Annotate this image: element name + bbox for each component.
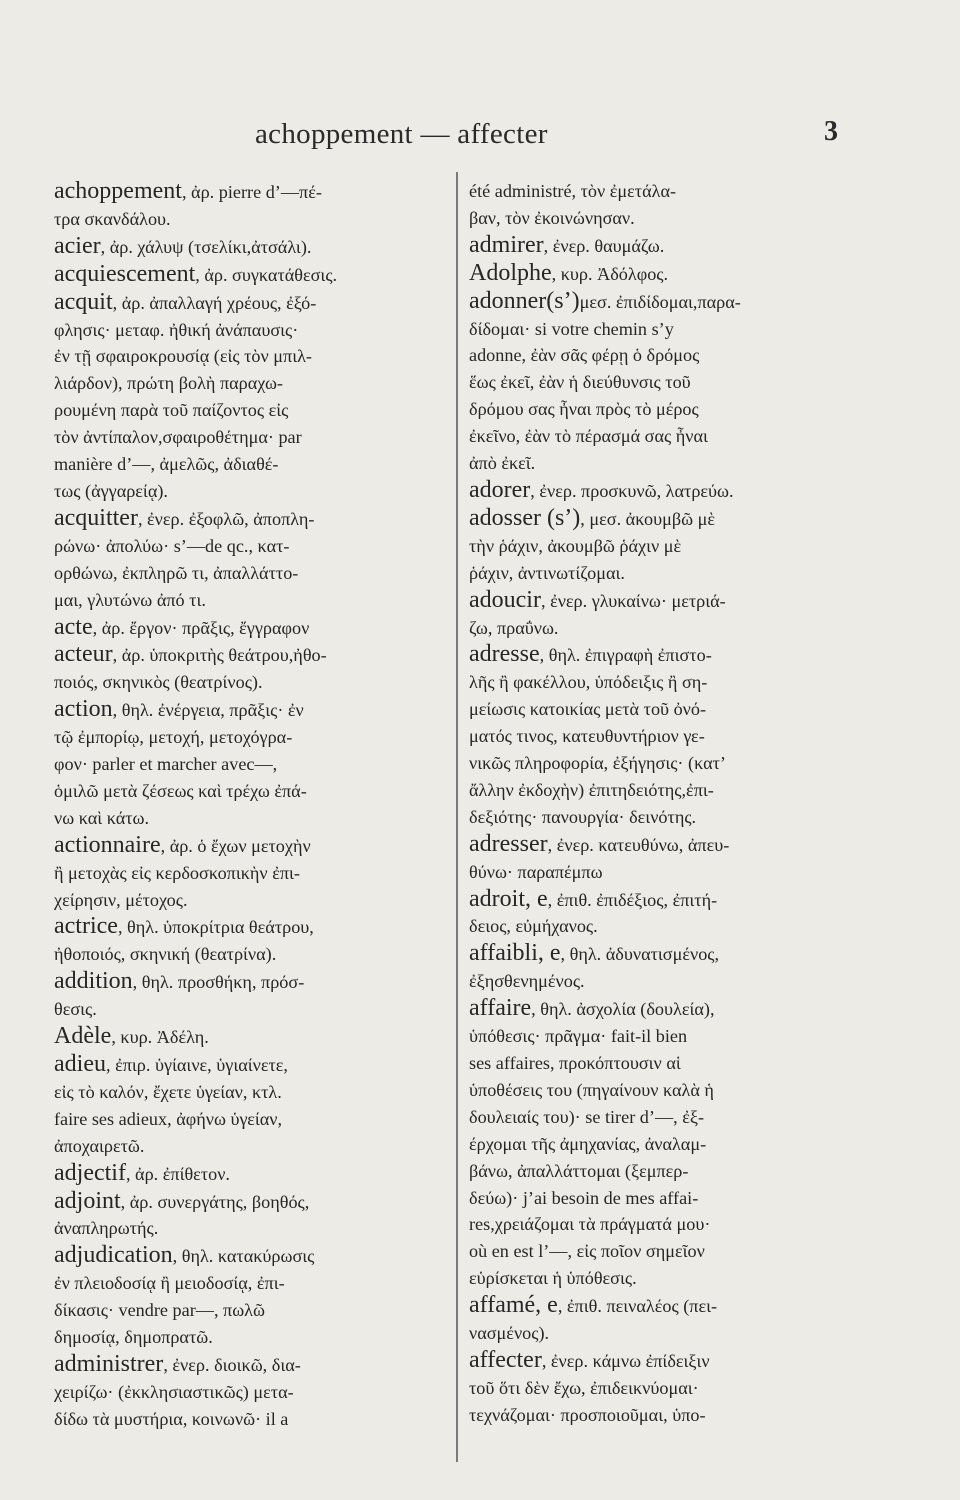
entry-line [54,641,450,669]
entry-line [469,1402,861,1429]
entry-text: χείρησιν, μέτοχος. [54,889,188,910]
entry-text: δεύω)· j’ai besoin de mes affai- [469,1187,699,1208]
entry-line [469,777,861,804]
entry-line [54,941,450,968]
entry-text: δειος, εὐμήχανος. [469,916,598,937]
headword: adresse [469,641,540,668]
entry-text: ὑποθέσεις του (πηγαίνουν καλὰ ἡ [469,1079,714,1100]
entry-text: ορθώνω, ἐκπληρῶ τι, ἀπαλλάττο- [54,562,299,583]
entry-text: , ἐπιρ. ὑγίαινε, ὑγιαίνετε, [105,1055,288,1075]
entry-line [54,424,450,451]
headword: Adèle [54,1023,112,1050]
entry-line [469,288,861,316]
entry-text: ὁμιλῶ μετὰ ζέσεως καὶ τρέχω ἐπά- [54,780,307,801]
entry-text: ρώνω· ἀπολύω· s’—de qc., κατ- [54,535,290,556]
entry-line [54,370,450,397]
entry-line [54,778,450,805]
entry-text: δίκασις· vendre par—, πωλῶ [54,1300,265,1321]
entry-line [54,805,450,832]
entry-text: λιάρδον), πρώτη βολὴ παραχω- [54,373,283,394]
entry-line [469,1185,861,1212]
entry-line [469,940,861,968]
headword: adosser (s’) [469,504,581,531]
entry-line [54,317,450,344]
headword: acquitter [54,504,138,531]
entry-text: ἀπὸ ἐκεῖ. [469,453,536,474]
entry-line [469,1211,861,1238]
entry-line [469,859,861,886]
entry-text: θεσις. [54,999,97,1020]
entry-text: ἀναπληρωτής. [54,1218,159,1239]
entry-line [54,1106,450,1133]
entry-text: , θηλ. ἐνέργεια, πρᾶξις· ἐν [112,700,304,721]
entry-text: ζω, πραΰνω. [469,617,559,638]
entry-line [54,996,450,1023]
headword: administrer [54,1350,164,1377]
headword: adjectif [54,1159,126,1186]
entry-text: βάνω, ἀπαλλάττομαι (ξεμπερ- [469,1160,689,1181]
entry-text: νικῶς πληροφορία, ἐξήγησις· (κατ’ [469,753,726,774]
entry-text: ματός τινος, κατευθυντήριον γε- [469,726,705,747]
entry-text: , θηλ. ἀδυνατισμένος, [560,944,720,965]
entry-line [469,831,861,859]
entry-text: , θηλ. ὑποκρίτρια θεάτρου, [117,917,314,938]
entry-line [469,1023,861,1050]
entry-text: , ἀρ. συνεργάτης, βοηθός, [120,1191,310,1212]
entry-text: φον· parler et marcher avec—, [54,754,278,775]
entry-line [469,1104,861,1131]
entry-line [469,1375,861,1402]
entry-line [54,751,450,778]
entry-text: δίδω τὰ μυστήρια, κοινωνῶ· il a [54,1408,289,1429]
headword: adresser [469,830,548,857]
entry-line [54,913,450,941]
entry-line [54,1351,450,1379]
entry-text: εἰς τὸ καλόν, ἔχετε ὑγείαν, κτλ. [54,1081,282,1102]
headword: actionnaire [54,831,161,858]
entry-line [469,1347,861,1375]
headword: acteur [54,641,113,668]
headword: acte [54,613,93,640]
headword: adjoint [54,1187,121,1214]
entry-line [469,615,861,642]
entry-line [54,887,450,914]
entry-line [54,968,450,996]
entry-text: manière d’—, ἀμελῶς, ἀδιαθέ- [54,454,279,475]
entry-text: τεχνάζομαι· προσποιοῦμαι, ὑπο- [469,1404,706,1425]
entry-line [469,641,861,669]
headword: Adolphe [469,259,552,286]
entry-text: , μεσ. ἀκουμβῶ μὲ [580,508,715,529]
headword: adonner(s’) [469,287,580,314]
entry-text: ἄλλην ἐκδοχὴν) ἐπιτηδειότης,ἐπι- [469,779,714,800]
entry-line [54,397,450,424]
entry-line [469,669,861,696]
entry-line [469,316,861,343]
entry-text: été administré, τὸν ἐμετάλα- [469,181,677,201]
headword: adroit, e [469,885,548,912]
entry-line [469,423,861,450]
entry-line [54,206,450,233]
entry-line [54,669,450,696]
entry-line [469,804,861,831]
entry-text: μαι, γλυτώνω ἀπό τι. [54,589,206,610]
entry-line [54,289,450,317]
entry-line [469,1292,861,1320]
entry-text: λῆς ἢ φακέλλου, ὑπόδειξις ἢ ση- [469,672,708,693]
entry-text: , ἐνερ. κάμνω ἐπίδειξιν [541,1350,710,1371]
entry-line [54,1379,450,1406]
entry-text: res,χρειάζομαι τὰ πράγματά μου· [469,1214,711,1235]
headword: affaire [469,995,532,1022]
entry-text: , ἀρ. pierre d’—πέ- [181,182,322,202]
entry-text: faire ses adieux, ἀφήνω ὑγείαν, [54,1108,283,1129]
entry-text: φλησις· μεταφ. ἠθική ἀνάπαυσις· [54,319,299,340]
entry-line [54,1215,450,1242]
entry-text: τρα σκανδάλου. [54,208,171,229]
entry-text: ὑπόθεσις· πρᾶγμα· fait-il bien [469,1026,688,1047]
entry-text: μείωσις κατοικίας μετὰ τοῦ ὀνό- [469,699,707,720]
entry-line [54,233,450,261]
entry-text: ἀποχαιρετῶ. [54,1135,145,1156]
headword: affaibli, e [469,940,561,967]
entry-line [54,1160,450,1188]
entry-line [469,1077,861,1104]
entry-line [54,860,450,887]
entry-line [54,696,450,724]
headword: actrice [54,913,118,940]
entry-line [469,178,861,205]
headword: addition [54,968,133,995]
entry-line [469,450,861,477]
entry-line [54,261,450,289]
entry-text: τως (ἀγγαρείᾳ). [54,480,168,501]
entry-text: δρόμου σας ἦναι πρὸς τὸ μέρος [469,399,699,420]
entry-text: ἕως ἐκεῖ, ἐὰν ἡ διεύθυνσις τοῦ [469,372,691,393]
running-head: achoppement — affecter [255,118,548,150]
entry-text: δεξιότης· πανουργία· δεινότης. [469,806,697,827]
entry-line [54,1079,450,1106]
entry-text: έρχομαι τῆς ἀμηχανίας, ἀναλαμ- [469,1133,707,1154]
entry-line [469,477,861,505]
entry-line [54,533,450,560]
entry-line [54,724,450,751]
entry-text: δημοσίᾳ, δημοπρατῶ. [54,1327,213,1348]
entry-line [54,1023,450,1051]
entry-line [469,1050,861,1077]
entry-text: ses affaires, προκόπτουσιν αἱ [469,1053,681,1073]
entry-line [469,1158,861,1185]
headword: affamé, e [469,1292,558,1319]
entry-text: , ἀρ. ἐπίθετον. [125,1163,230,1184]
entry-line [54,178,450,206]
entry-text: où en est l’—, εἰς ποῖον σημεῖον [469,1241,705,1262]
entry-text: , ἀρ. ἔργον· πρᾶξις, ἔγγραφον [92,617,310,638]
entry-text: δίδομαι· si votre chemin s’y [469,318,674,339]
headword: affecter [469,1346,542,1373]
entry-line [469,1238,861,1265]
headword: acquiescement [54,260,196,287]
entry-text: ῥάχιν, ἀντινωτίζομαι. [469,562,625,583]
entry-text: , ἐνερ. κατευθύνω, ἀπευ- [547,834,730,855]
entry-line [469,342,861,369]
entry-text: , ἐνερ. γλυκαίνω· μετριά- [540,590,726,611]
entry-text: , ἐνερ. διοικῶ, δια- [163,1354,301,1375]
entry-text: , ἐνερ. προσκυνῶ, λατρεύω. [530,480,734,501]
page-number: 3 [824,116,838,147]
headword: adieu [54,1051,106,1077]
entry-line [54,1297,450,1324]
right-column [469,178,861,1468]
entry-text: τὸν ἀντίπαλον,σφαιροθέτημα· par [54,427,302,448]
entry-line [469,886,861,914]
entry-line [54,1051,450,1079]
entry-line [469,396,861,423]
entry-text: νω καὶ κάτω. [54,807,150,828]
entry-line [469,232,861,260]
entry-text: , ἀρ. ὑποκριτὴς θεάτρου,ἠθο- [112,645,327,666]
entry-line [54,1242,450,1270]
entry-text: , ἐπιθ. πειναλέος (πει- [557,1296,718,1317]
entry-line [469,560,861,587]
entry-text: ἐκεῖνο, ἐὰν τὸ πέρασμά σας ἦναι [469,426,708,447]
entry-line [469,968,861,995]
headword: achoppement [54,178,182,204]
entry-text: , ἀρ. ἀπαλλαγή χρέους, ἐξό- [112,292,317,313]
entry-line [54,451,450,478]
entry-text: , ἐνερ. θαυμάζω. [543,235,665,256]
entry-text: θύνω· παραπέμπω [469,861,603,882]
headword: admirer [469,231,544,258]
entry-text: εὑρίσκεται ἡ ὑπόθεσις. [469,1268,637,1289]
entry-text: , ἀρ. ὁ ἔχων μετοχὴν [160,835,311,856]
entry-line [54,832,450,860]
entry-text: , θηλ. ἐπιγραφὴ ἐπιστο- [539,645,712,666]
entry-text: , θηλ. κατακύρωσις [172,1246,315,1267]
entry-line [54,478,450,505]
entry-text: , θηλ. ἀσχολία (δουλεία), [531,999,715,1020]
headword: acier [54,232,101,259]
entry-text: βαν, τὸν ἐκοινώνησαν. [469,207,635,228]
headword: adorer [469,476,531,503]
entry-line [469,205,861,232]
entry-text: νασμένος). [469,1323,550,1344]
entry-line [54,343,450,370]
entry-line [469,750,861,777]
entry-line [469,723,861,750]
headword: acquit [54,288,113,315]
entry-text: τοῦ ὅτι δὲν ἔχω, ἐπιδεικνύομαι· [469,1377,699,1398]
entry-text: , θηλ. προσθήκη, πρόσ- [132,972,305,993]
entry-text: τῷ ἐμπορίῳ, μετοχή, μετοχόγρα- [54,727,293,748]
headword: adjudication [54,1242,173,1269]
entry-text: δουλειαίς του)· se tirer d’—, ἐξ- [469,1106,705,1127]
column-divider [456,172,458,1462]
entry-line [469,1265,861,1292]
entry-text: , κυρ. Ἀδέλη. [111,1027,209,1048]
entry-text: ποιός, σκηνικὸς (θεατρίνος). [54,672,263,693]
entry-line [469,696,861,723]
entry-line [469,533,861,560]
entry-line [54,1188,450,1216]
entry-line [54,587,450,614]
headword: adoucir [469,586,541,613]
entry-line [469,1131,861,1158]
entry-text: χειρίζω· (ἐκκλησιαστικῶς) μετα- [54,1381,294,1402]
entry-line [54,560,450,587]
entry-line [54,614,450,642]
entry-line [469,369,861,396]
entry-line [54,1133,450,1160]
entry-line [54,1324,450,1351]
entry-text: ἢ μετοχὰς εἰς κερδοσκοπικὴν ἐπι- [54,862,300,883]
entry-text: adonne, ἐὰν σᾶς φέρῃ ὁ δρόμος [469,345,700,366]
entry-text: , ἐπιθ. ἐπιδέξιος, ἐπιτή- [547,889,718,910]
entry-line [469,995,861,1023]
entry-text: ἐν τῇ σφαιροκρουσίᾳ (εἰς τὸν μπιλ- [54,346,312,367]
entry-line [54,1406,450,1433]
entry-line [54,505,450,533]
left-column [54,178,450,1468]
entry-line [54,1270,450,1297]
headword: action [54,696,113,723]
entry-text: , ἐνερ. ἐξοφλῶ, ἀποπλη- [137,508,315,529]
entry-text: ρουμένη παρὰ τοῦ παίζοντος εἰς [54,400,289,421]
entry-text: , ἀρ. συγκατάθεσις. [195,264,338,285]
entry-text: ἐξησθενημένος. [469,971,585,992]
entry-line [469,913,861,940]
entry-text: μεσ. ἐπιδίδομαι,παρα- [579,291,741,312]
entry-line [469,260,861,288]
entry-line [469,1320,861,1347]
entry-line [469,587,861,615]
entry-text: , ἀρ. χάλυψ (τσελίκι,ἀτσάλι). [100,236,312,257]
entry-text: ἠθοποιός, σκηνική (θεατρίνα). [54,944,277,965]
entry-text: ἐν πλειοδοσίᾳ ἢ μειοδοσίᾳ, ἐπι- [54,1273,285,1294]
entry-line [469,505,861,533]
entry-text: τὴν ῥάχιν, ἀκουμβῶ ῥάχιν μὲ [469,535,682,556]
entry-text: , κυρ. Ἀδόλφος. [551,263,669,284]
